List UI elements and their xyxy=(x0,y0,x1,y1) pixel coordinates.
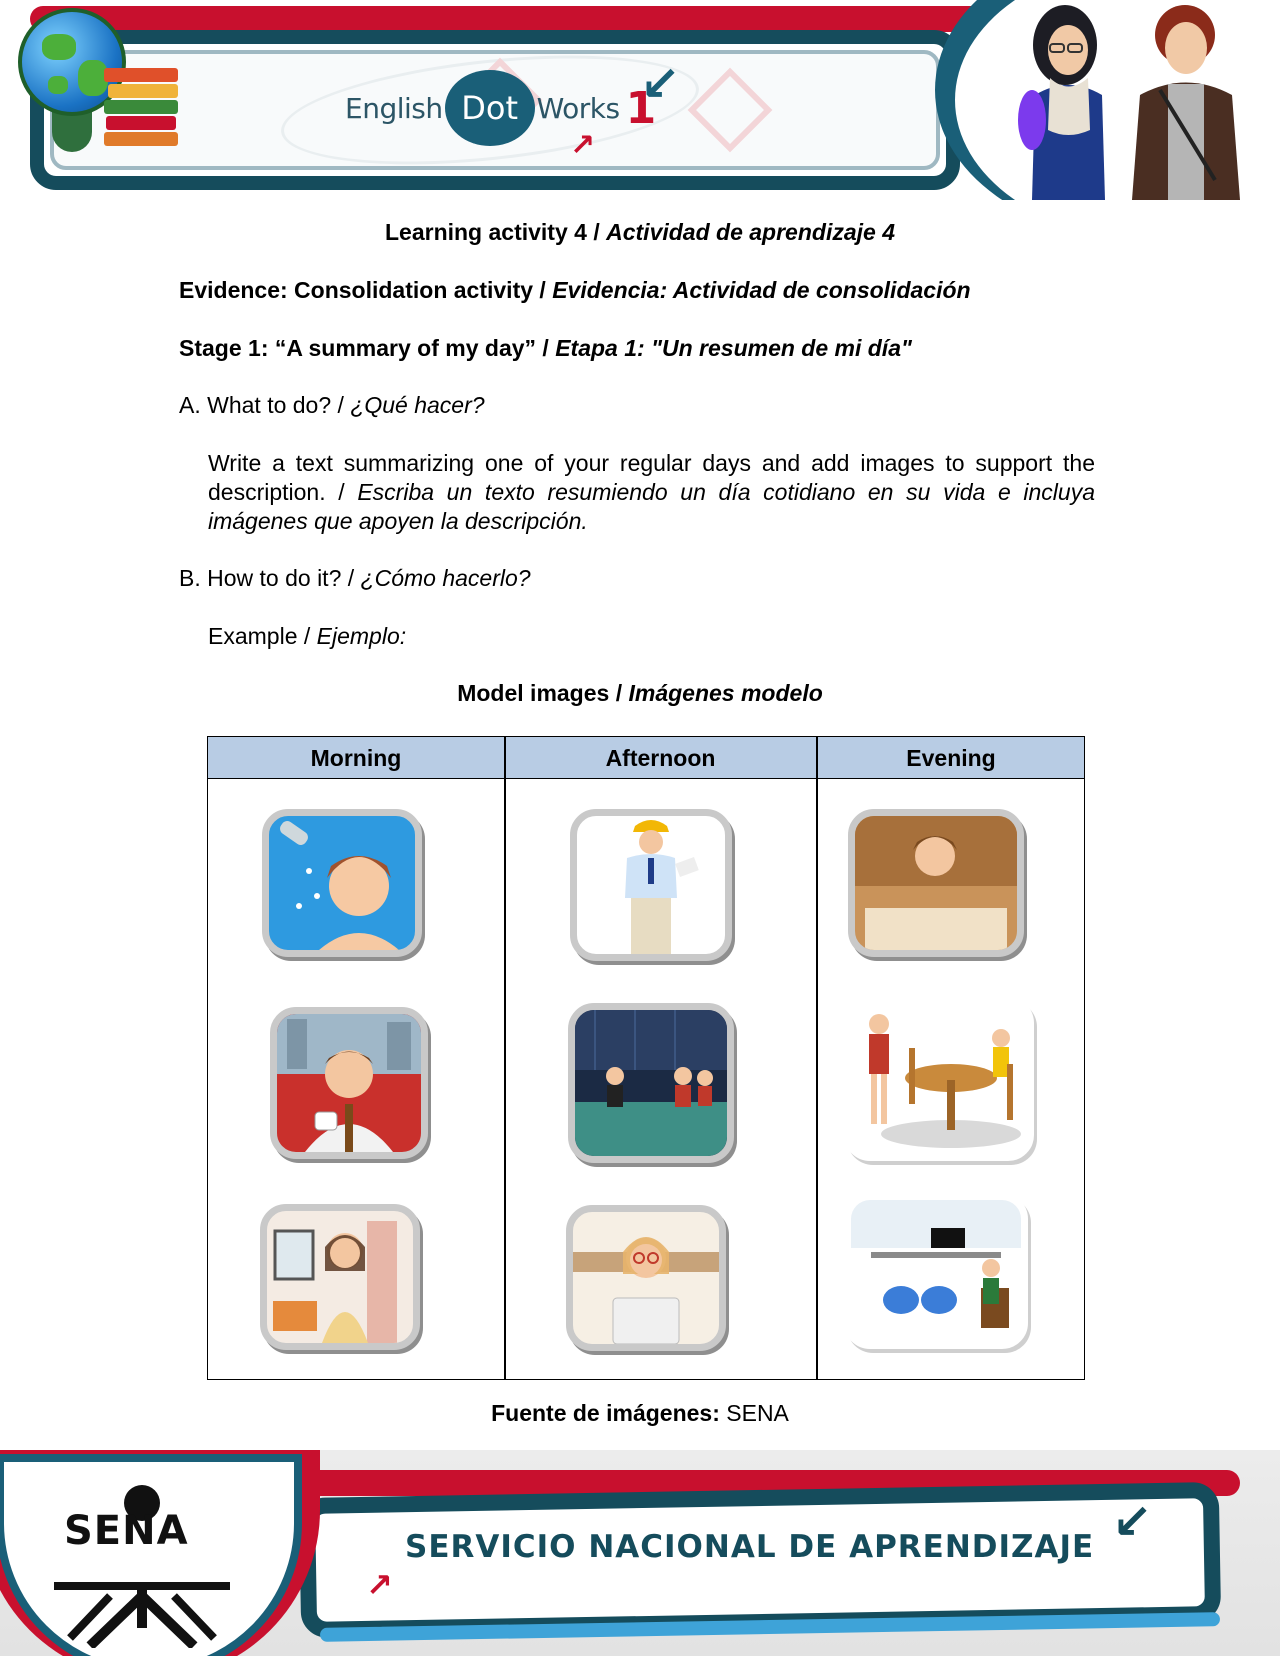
activity-title-en: Learning activity 4 / xyxy=(384,219,607,245)
sena-logo-text: SENA xyxy=(64,1508,189,1554)
header-red-stripe xyxy=(30,6,990,32)
section-a-text-en: Write a text summarizing one of your regular days and add images to support the description. / xyxy=(208,450,1095,505)
arrow-up-right-icon: ↗ xyxy=(366,1567,393,1603)
book-icon xyxy=(104,132,178,146)
model-images-title xyxy=(0,679,1280,708)
logo-dot-bubble: Dot xyxy=(445,70,535,146)
evidence-title-es: Evidencia: Actividad de consolidación xyxy=(552,277,971,303)
book-icon xyxy=(108,84,178,98)
column-divider xyxy=(816,737,818,1379)
evening-restaurant-image xyxy=(844,997,1034,1161)
section-b-label-es: ¿Cómo hacerlo? xyxy=(360,565,531,591)
students-illustration xyxy=(1010,0,1280,200)
footer-slogan: SERVICIO NACIONAL DE APRENDIZAJE xyxy=(405,1529,1095,1565)
morning-dressing-image xyxy=(260,1204,420,1350)
stage-title-en: Stage 1: “A summary of my day” / xyxy=(179,335,556,361)
column-header-evening: Evening xyxy=(906,744,996,771)
sena-logo-icon xyxy=(50,1478,250,1648)
english-dot-works-logo xyxy=(345,68,656,148)
arrow-down-left-icon: ↙ xyxy=(640,58,681,111)
header-banner xyxy=(0,0,1280,200)
section-a-paragraph xyxy=(208,449,1095,536)
book-icon xyxy=(104,100,178,114)
section-a-text-es: Escriba un texto resumiendo un día cotidiano en su vida e incluya imágenes que apoyen la descripción. xyxy=(208,479,1095,534)
footer-banner xyxy=(0,1450,1280,1656)
section-a-label-en: A. What to do? / xyxy=(179,392,351,418)
logo-word-english: English xyxy=(345,91,443,125)
evening-living-room-image xyxy=(844,1193,1028,1349)
logo-number: 1 xyxy=(625,82,657,134)
example-label-en: Example / xyxy=(208,623,317,649)
stage-title xyxy=(179,334,912,363)
evening-bed-image xyxy=(848,809,1024,957)
model-images-table xyxy=(207,736,1085,1380)
model-images-title-es: Imágenes modelo xyxy=(628,680,823,706)
section-b-heading xyxy=(179,564,531,593)
book-icon xyxy=(104,68,178,82)
column-divider xyxy=(504,737,506,1379)
activity-title-es: Actividad de aprendizaje 4 xyxy=(606,219,895,245)
arrow-up-right-icon: ↗ xyxy=(570,129,596,162)
activity-title xyxy=(0,218,1280,247)
section-a-label-es: ¿Qué hacer? xyxy=(350,392,485,418)
book-icon xyxy=(106,116,176,130)
logo-word-works: Works xyxy=(536,91,620,125)
column-header-afternoon: Afternoon xyxy=(605,744,716,771)
evidence-title-en: Evidence: Consolidation activity / xyxy=(179,277,553,303)
column-header-morning: Morning xyxy=(310,744,402,771)
section-a-heading xyxy=(179,391,485,420)
morning-coffee-phone-image xyxy=(270,1007,428,1159)
arrow-down-left-icon: ↙ xyxy=(1112,1496,1153,1549)
image-source xyxy=(0,1399,1280,1428)
section-b-label-en: B. How to do it? / xyxy=(179,565,361,591)
image-source-value: SENA xyxy=(719,1400,789,1426)
morning-shower-image xyxy=(262,809,422,957)
model-images-title-en: Model images / xyxy=(457,680,629,706)
afternoon-laptop-image xyxy=(566,1205,726,1351)
example-label xyxy=(208,622,406,651)
afternoon-engineer-image xyxy=(570,809,732,961)
example-label-es: Ejemplo: xyxy=(316,623,407,649)
stage-title-es: Etapa 1: "Un resumen de mi día" xyxy=(555,335,912,361)
globe-stand xyxy=(52,112,92,152)
afternoon-meeting-image xyxy=(568,1003,734,1163)
image-source-label: Fuente de imágenes: xyxy=(491,1400,720,1426)
evidence-title xyxy=(179,276,971,305)
